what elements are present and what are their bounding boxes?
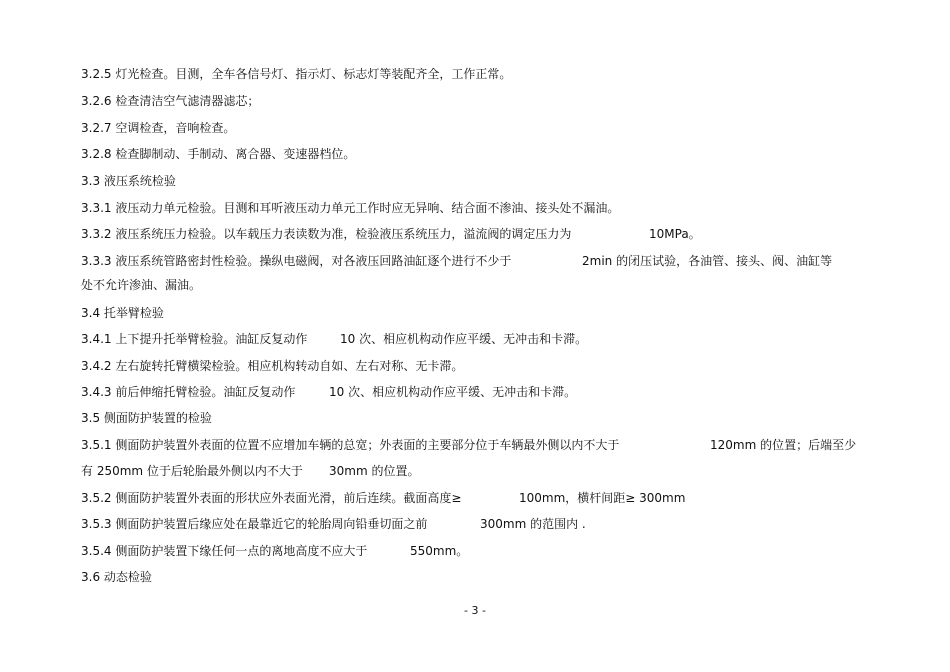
text-segment: 2min 的闭压试验，各油管、接头、阀、油缸等: [582, 254, 833, 268]
text-segment: 3.4 托举臂检验: [81, 306, 164, 320]
text-segment: 10MPa。: [649, 227, 701, 241]
text-segment: 100mm，横杆间距≥ 300mm: [519, 491, 686, 505]
text-segment: 30mm 的位置。: [329, 464, 420, 478]
text-segment: 10 次、相应机构动作应平缓、无冲击和卡滞。: [329, 385, 577, 399]
text-segment: 3.4.3 前后伸缩托臂检验。油缸反复动作: [81, 385, 296, 399]
text-segment: 3.3.2 液压系统压力检验。以车载压力表读数为准，检验液压系统压力，溢流阀的调定压力为: [81, 227, 572, 241]
text-segment: 3.2.6 检查清洁空气滤清器滤芯；: [81, 94, 260, 108]
text-segment: 3.5.4 侧面防护装置下缘任何一点的离地高度不应大于: [81, 544, 368, 558]
text-segment: 3.3 液压系统检验: [81, 174, 176, 188]
text-segment: 3.5 侧面防护装置的检验: [81, 411, 212, 425]
text-segment: 3.6 动态检验: [81, 570, 152, 584]
text-segment: 3.5.2 侧面防护装置外表面的形状应外表面光滑，前后连续。截面高度≥: [81, 491, 462, 505]
page-number: - 3 -: [464, 604, 486, 617]
text-segment: 3.3.3 液压系统管路密封性检验。操纵电磁阀，对各液压回路油缸逐个进行不少于: [81, 254, 512, 268]
text-segment: 3.3.1 液压动力单元检验。目测和耳听液压动力单元工作时应无异响、结合面不渗油、接头处不漏油。: [81, 201, 620, 215]
text-segment: 3.2.5 灯光检查。目测，全车各信号灯、指示灯、标志灯等装配齐全，工作正常。: [81, 67, 512, 81]
text-segment: 10 次、相应机构动作应平缓、无冲击和卡滞。: [340, 332, 588, 346]
text-segment: 3.4.2 左右旋转托臂横梁检验。相应机构转动自如、左右对称、无卡滞。: [81, 359, 464, 373]
text-segment: 3.2.7 空调检查，音响检查。: [81, 121, 236, 135]
text-segment: 3.2.8 检查脚制动、手制动、离合器、变速器档位。: [81, 147, 356, 161]
text-segment: 550mm。: [410, 544, 469, 558]
text-segment: 3.5.3 侧面防护装置后缘应处在最靠近它的轮胎周向铅垂切面之前: [81, 517, 428, 531]
text-segment: 300mm 的范围内 .: [480, 517, 586, 531]
text-segment: 3.4.1 上下提升托举臂检验。油缸反复动作: [81, 332, 308, 346]
text-segment: 120mm 的位置；后端至少: [710, 438, 857, 452]
text-segment: 有 250mm 位于后轮胎最外侧以内不大于: [81, 464, 303, 478]
text-segment: 3.5.1 侧面防护装置外表面的位置不应增加车辆的总宽；外表面的主要部分位于车辆最外侧以内不大于: [81, 438, 620, 452]
text-segment: 处不允许渗油、漏油。: [81, 278, 202, 292]
